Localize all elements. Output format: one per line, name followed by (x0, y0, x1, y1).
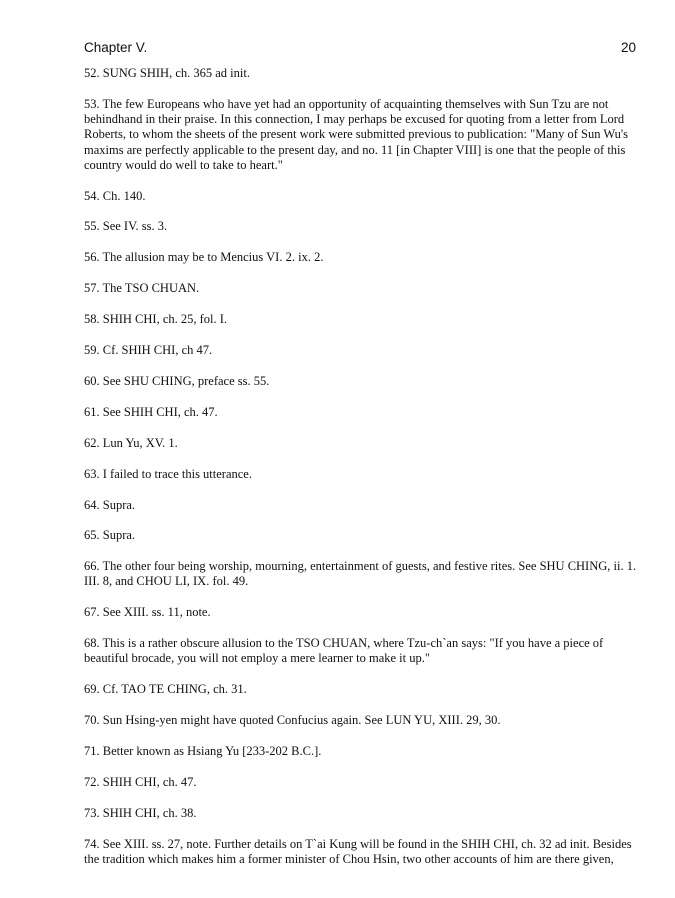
note-73: 73. SHIH CHI, ch. 38. (84, 805, 197, 820)
chapter-title: Chapter V. (84, 40, 148, 55)
note-53: 53. The few Europeans who have yet had an opportunity of acquainting themselves with Sun Tzu are not behindhand in their praise. In this connection, I may perhaps be excused for quoting from a letter from Lord Roberts, to whom the sheets of the present work were submitted previous to publication: "Many of Sun Wu's maxims are perfectly applicable to the present day, and no. 11 [in Chapter VIII] is one that the people of this country would do well to take to heart." (84, 96, 629, 172)
note-56: 56. The allusion may be to Mencius VI. 2. ix. 2. (84, 250, 324, 265)
note-57: 57. The TSO CHUAN. (84, 281, 200, 296)
note-63: 63. I failed to trace this utterance. (84, 466, 252, 481)
page-number: 20 (620, 40, 636, 55)
note-52: 52. SUNG SHIH, ch. 365 ad init. (84, 66, 250, 80)
page-header (84, 40, 636, 60)
note-61: 61. See SHIH CHI, ch. 47. (84, 404, 218, 419)
note-55: 55. See IV. ss. 3. (84, 219, 168, 234)
note-62: 62. Lun Yu, XV. 1. (84, 435, 178, 450)
endnotes-list (84, 66, 639, 883)
note-67: 67. See XIII. ss. 11, note. (84, 605, 211, 620)
note-59: 59. Cf. SHIH CHI, ch 47. (84, 343, 213, 358)
note-74: 74. See XIII. ss. 27, note. Further details on T`ai Kung will be found in the SHIH CHI, ch. 32 ad init. Besides the tradition which makes him a former minister of Chou Hsin, two other accounts of him are there given, (84, 836, 632, 867)
note-64: 64. Supra. (84, 497, 136, 512)
note-60: 60. See SHU CHING, preface ss. 55. (84, 373, 270, 388)
note-54: 54. Ch. 140. (84, 188, 146, 203)
note-71: 71. Better known as Hsiang Yu [233-202 B.C.]. (84, 744, 322, 759)
note-65: 65. Supra. (84, 528, 136, 543)
note-66: 66. The other four being worship, mourning, entertainment of guests, and festive rites. See SHU CHING, ii. 1. III. 8, and CHOU LI, IX. fol. 49. (84, 559, 637, 589)
note-58: 58. SHIH CHI, ch. 25, fol. I. (84, 312, 228, 327)
note-72: 72. SHIH CHI, ch. 47. (84, 775, 197, 790)
note-69: 69. Cf. TAO TE CHING, ch. 31. (84, 682, 247, 697)
note-68: 68. This is a rather obscure allusion to the TSO CHUAN, where Tzu-ch`an says: "If you have a piece of beautiful brocade, you will not employ a mere learner to make it up." (84, 636, 604, 666)
note-70: 70. Sun Hsing-yen might have quoted Confucius again. See LUN YU, XIII. 29, 30. (84, 713, 501, 728)
